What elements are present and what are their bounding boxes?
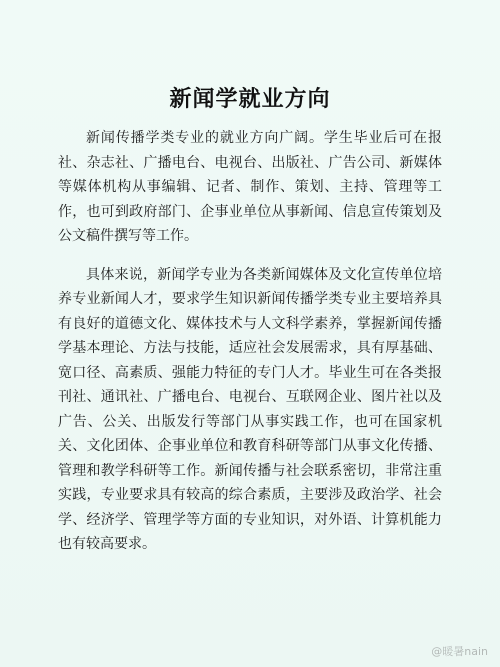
page-title: 新闻学就业方向	[169, 87, 331, 112]
article-body	[58, 126, 442, 571]
watermark-text: @暖暑nain	[431, 645, 488, 658]
paragraph-details: 具体来说，新闻学专业为各类新闻媒体及文化宣传单位培养专业新闻人才，要求学生知识新闻传播学类专业主要培养具有良好的道德文化、媒体技术与人文科学素养，掌握新闻传播学基本理论、方法与技能，适应社会发展需求，具有厚基础、宽口径、高素质、强能力特征的专门人才。毕业生可在各类报刊社、通讯社、广播电台、电视台、互联网企业、图片社以及广告、公关、出版发行等部门从事实践工作，也可在国家机关、文化团体、企事业单位和教育科研等部门从事文化传播、管理和教学科研等工作。新闻传播与社会联系密切，非常注重实践，专业要求具有较高的综合素质，主要涉及政治学、社会学、经济学、管理学等方面的专业知识，对外语、计算机能力也有较高要求。	[58, 266, 442, 552]
watermark	[431, 643, 488, 659]
paragraph-intro: 新闻传播学类专业的就业方向广阔。学生毕业后可在报社、杂志社、广播电台、电视台、出版社、广告公司、新媒体等媒体机构从事编辑、记者、制作、策划、主持、管理等工作，也可到政府部门、企事业单位从事新闻、信息宣传策划及公文稿件撰写等工作。	[58, 130, 442, 244]
